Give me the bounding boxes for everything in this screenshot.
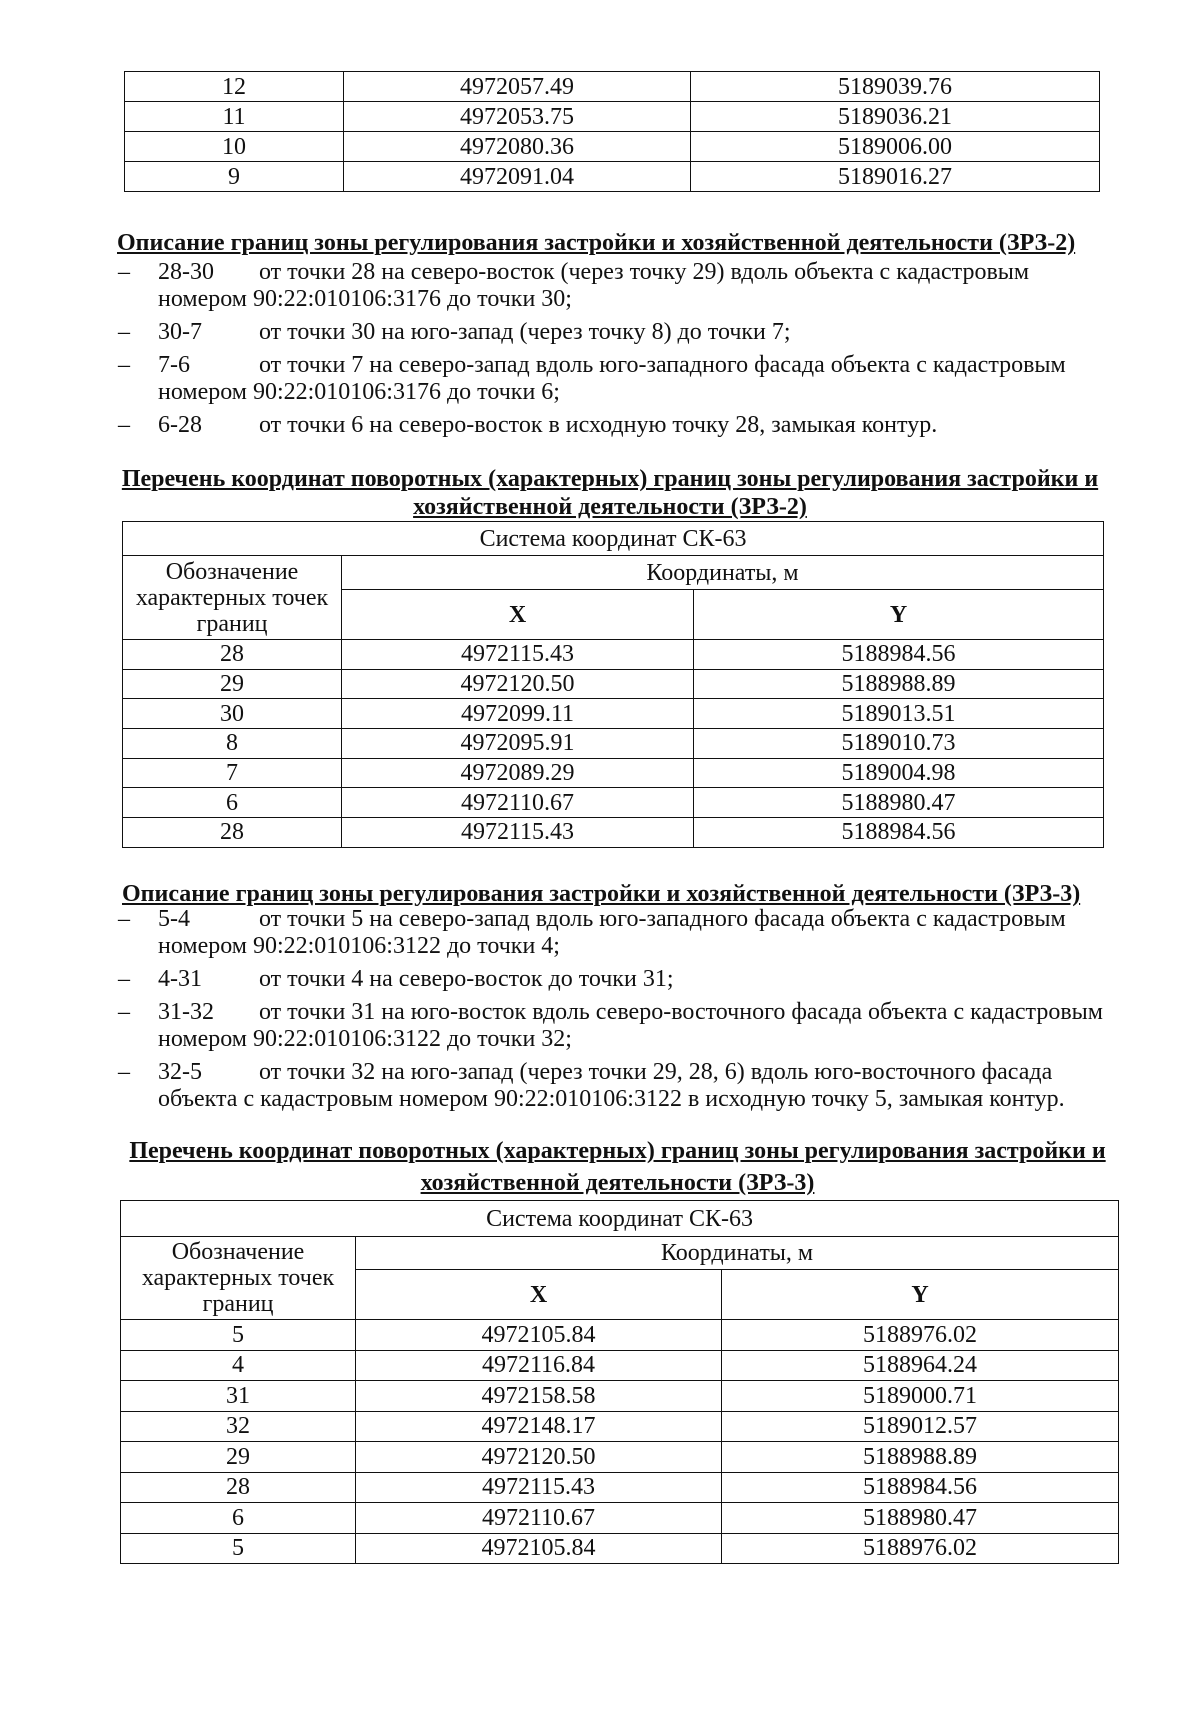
list-item	[118, 412, 1108, 439]
x-value-cell: 4972120.50	[342, 669, 694, 699]
list-dash: –	[118, 999, 130, 1025]
segment-code: 31-32	[158, 999, 214, 1025]
x-value-cell: 4972089.29	[342, 758, 694, 788]
y-value-cell: 5189016.27	[691, 162, 1100, 192]
point-id-cell: 29	[121, 1442, 356, 1473]
point-id-cell: 28	[123, 640, 342, 670]
x-value-cell: 4972158.58	[356, 1381, 722, 1412]
list-item	[118, 999, 1115, 1053]
x-value-cell: 4972105.84	[356, 1320, 722, 1351]
point-id-cell: 31	[121, 1381, 356, 1412]
segment-description: от точки 6 на северо-восток в исходную точку 28, замыкая контур.	[259, 412, 938, 438]
table-row	[125, 102, 1100, 132]
y-value-cell: 5189004.98	[694, 758, 1104, 788]
point-id-cell: 6	[121, 1503, 356, 1534]
y-value-cell: 5188984.56	[694, 818, 1104, 848]
table-row	[123, 640, 1104, 670]
y-value-cell: 5188976.02	[722, 1320, 1119, 1351]
segment-code: 32-5	[158, 1059, 202, 1085]
table-row	[121, 1411, 1119, 1442]
x-value-cell: 4972105.84	[356, 1533, 722, 1564]
x-value-cell: 4972148.17	[356, 1411, 722, 1442]
point-id-cell: 29	[123, 669, 342, 699]
y-value-cell: 5188976.02	[722, 1533, 1119, 1564]
coordinates-header: Координаты, м	[356, 1237, 1119, 1270]
y-value-cell: 5189010.73	[694, 729, 1104, 759]
table-row	[121, 1442, 1119, 1473]
designation-header: Обозначение характерных точек границ	[123, 556, 342, 640]
zrz3-table-title: Перечень координат поворотных (характерных) границ зоны регулирования застройки и хозяйственной деятельности (ЗРЗ-3)	[129, 1138, 1106, 1196]
table-row	[121, 1320, 1119, 1351]
segment-description: от точки 28 на северо-восток (через точку 29) вдоль объекта с кадастровым номером 90:22:010106:3176 до точки 30;	[158, 259, 1030, 312]
x-value-cell: 4972120.50	[356, 1442, 722, 1473]
table-row	[123, 699, 1104, 729]
y-value-cell: 5189012.57	[722, 1411, 1119, 1442]
y-value-cell: 5188984.56	[694, 640, 1104, 670]
y-value-cell: 5189013.51	[694, 699, 1104, 729]
y-value-cell: 5188980.47	[722, 1503, 1119, 1534]
x-value-cell: 4972057.49	[344, 72, 691, 102]
x-value-cell: 4972095.91	[342, 729, 694, 759]
y-header: Y	[694, 590, 1104, 640]
x-value-cell: 4972053.75	[344, 102, 691, 132]
table-row	[121, 1381, 1119, 1412]
list-dash: –	[118, 966, 130, 992]
point-id-cell: 12	[125, 72, 344, 102]
list-item	[118, 1059, 1115, 1113]
y-value-cell: 5188964.24	[722, 1350, 1119, 1381]
zrz3-coordinates-table	[120, 1200, 1119, 1564]
segment-code: 30-7	[158, 319, 202, 345]
top-coordinates-table	[124, 71, 1100, 192]
y-header: Y	[722, 1270, 1119, 1320]
segment-code: 4-31	[158, 966, 202, 992]
x-value-cell: 4972115.43	[342, 818, 694, 848]
y-value-cell: 5189000.71	[722, 1381, 1119, 1412]
list-dash: –	[118, 352, 130, 378]
x-value-cell: 4972080.36	[344, 132, 691, 162]
list-item	[118, 259, 1108, 313]
x-value-cell: 4972110.67	[356, 1503, 722, 1534]
table-row	[125, 132, 1100, 162]
y-value-cell: 5188984.56	[722, 1472, 1119, 1503]
segment-description: от точки 31 на юго-восток вдоль северо-восточного фасада объекта с кадастровым номером 90:22:010106:3122 до точки 32;	[158, 999, 1103, 1052]
point-id-cell: 5	[121, 1320, 356, 1351]
coordinates-header: Координаты, м	[342, 556, 1104, 590]
zrz2-coordinates-table	[122, 521, 1104, 848]
list-dash: –	[118, 1059, 130, 1085]
table-row	[123, 669, 1104, 699]
zrz3-description-list	[118, 906, 1115, 1119]
table-row	[123, 729, 1104, 759]
list-dash: –	[118, 259, 130, 285]
list-item	[118, 352, 1108, 406]
table-row	[123, 818, 1104, 848]
y-value-cell: 5189036.21	[691, 102, 1100, 132]
point-id-cell: 30	[123, 699, 342, 729]
zrz3-description-title: Описание границ зоны регулирования застройки и хозяйственной деятельности (ЗРЗ-3)	[122, 881, 1081, 907]
coordinate-system-label: Система координат СК-63	[121, 1201, 1119, 1237]
point-id-cell: 6	[123, 788, 342, 818]
y-value-cell: 5189039.76	[691, 72, 1100, 102]
zrz2-description-list	[118, 259, 1108, 445]
x-value-cell: 4972116.84	[356, 1350, 722, 1381]
point-id-cell: 5	[121, 1533, 356, 1564]
list-dash: –	[118, 319, 130, 345]
point-id-cell: 7	[123, 758, 342, 788]
segment-description: от точки 30 на юго-запад (через точку 8) до точки 7;	[259, 319, 791, 345]
x-header: X	[342, 590, 694, 640]
segment-code: 28-30	[158, 259, 214, 285]
table-row	[123, 758, 1104, 788]
segment-description: от точки 32 на юго-запад (через точки 29, 28, 6) вдоль юго-восточного фасада объекта с кадастровым номером 90:22:010106:3122 в исходную точку 5, замыкая контур.	[158, 1059, 1065, 1112]
y-value-cell: 5188988.89	[722, 1442, 1119, 1473]
point-id-cell: 28	[121, 1472, 356, 1503]
x-value-cell: 4972110.67	[342, 788, 694, 818]
table-row	[123, 788, 1104, 818]
y-value-cell: 5188980.47	[694, 788, 1104, 818]
table-row	[121, 1350, 1119, 1381]
y-value-cell: 5189006.00	[691, 132, 1100, 162]
point-id-cell: 32	[121, 1411, 356, 1442]
x-value-cell: 4972099.11	[342, 699, 694, 729]
list-item	[118, 966, 1115, 993]
zrz2-table-title: Перечень координат поворотных (характерных) границ зоны регулирования застройки и хозяйственной деятельности (ЗРЗ-2)	[121, 466, 1099, 520]
x-header: X	[356, 1270, 722, 1320]
x-value-cell: 4972115.43	[342, 640, 694, 670]
designation-header: Обозначение характерных точек границ	[121, 1237, 356, 1320]
list-item	[118, 906, 1115, 960]
point-id-cell: 4	[121, 1350, 356, 1381]
x-value-cell: 4972091.04	[344, 162, 691, 192]
table-row	[125, 162, 1100, 192]
coordinate-system-label: Система координат СК-63	[123, 522, 1104, 556]
segment-code: 6-28	[158, 412, 202, 438]
table-row	[121, 1533, 1119, 1564]
segment-description: от точки 7 на северо-запад вдоль юго-западного фасада объекта с кадастровым номером 90:22:010106:3176 до точки 6;	[158, 352, 1066, 405]
point-id-cell: 11	[125, 102, 344, 132]
point-id-cell: 10	[125, 132, 344, 162]
segment-code: 5-4	[158, 906, 190, 932]
table-row	[121, 1503, 1119, 1534]
point-id-cell: 28	[123, 818, 342, 848]
list-dash: –	[118, 412, 130, 438]
point-id-cell: 8	[123, 729, 342, 759]
segment-code: 7-6	[158, 352, 190, 378]
y-value-cell: 5188988.89	[694, 669, 1104, 699]
segment-description: от точки 4 на северо-восток до точки 31;	[259, 966, 674, 992]
table-row	[121, 1472, 1119, 1503]
point-id-cell: 9	[125, 162, 344, 192]
table-row	[125, 72, 1100, 102]
list-dash: –	[118, 906, 130, 932]
zrz2-description-title: Описание границ зоны регулирования застройки и хозяйственной деятельности (ЗРЗ-2)	[117, 230, 1076, 256]
list-item	[118, 319, 1108, 346]
segment-description: от точки 5 на северо-запад вдоль юго-западного фасада объекта с кадастровым номером 90:22:010106:3122 до точки 4;	[158, 906, 1066, 959]
x-value-cell: 4972115.43	[356, 1472, 722, 1503]
